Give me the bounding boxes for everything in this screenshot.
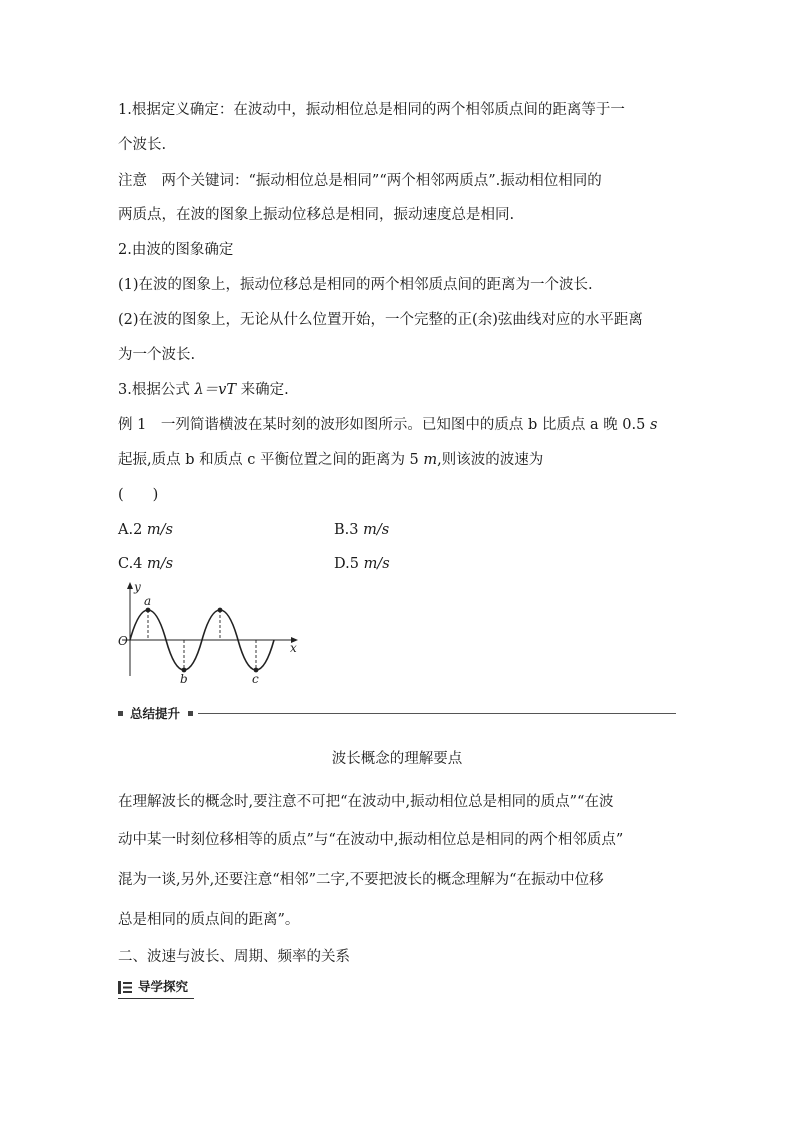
option-c-unit: m/s — [147, 556, 174, 572]
summary-line-4: 总是相同的质点间的距离”。 — [118, 912, 300, 928]
graph-method-item-1: (1)在波的图象上，振动位移总是相同的两个相邻质点间的距离为一个波长. — [118, 277, 593, 293]
list-icon — [118, 981, 132, 994]
option-c[interactable] — [118, 554, 173, 574]
option-b-unit: m/s — [363, 522, 390, 538]
example-text-2a: 起振,质点 b 和质点 c 平衡位置之间的距离为 5 — [118, 452, 424, 468]
option-d-label: D.5 — [334, 556, 364, 572]
summary-square-icon-left — [118, 711, 123, 716]
note-line-2: 两质点，在波的图象上振动位移总是相同，振动速度总是相同. — [118, 207, 515, 223]
option-a-unit: m/s — [146, 522, 173, 538]
formula-prefix: 3.根据公式 — [118, 382, 195, 398]
summary-header — [118, 705, 676, 723]
example-line-2 — [118, 450, 543, 470]
option-b-label: B.3 — [334, 522, 364, 538]
option-d-unit: m/s — [363, 556, 390, 572]
x-axis-label: x — [290, 641, 297, 655]
option-a[interactable] — [118, 520, 173, 540]
y-axis-label: y — [134, 580, 141, 594]
example-line-1 — [118, 415, 657, 435]
formula-suffix: 来确定. — [236, 382, 289, 398]
example-unit-m: m — [423, 452, 438, 468]
y-axis-arrow — [127, 582, 133, 589]
point-c-label: c — [252, 672, 259, 685]
definition-line-2: 个波长. — [118, 137, 167, 153]
guide-label: 导学探究 — [138, 979, 189, 994]
formula-method — [118, 380, 289, 400]
example-unit-s: s — [649, 417, 658, 433]
guide-underline — [118, 998, 194, 999]
option-d[interactable] — [334, 554, 390, 574]
point-peak-2-marker — [218, 608, 223, 613]
section-2-heading: 二、波速与波长、周期、频率的关系 — [118, 949, 350, 965]
point-a-marker — [146, 608, 151, 613]
point-a-label: a — [144, 594, 152, 608]
origin-label: O — [118, 634, 128, 648]
summary-line-2: 动中某一时刻位移相等的质点”与“在波动中,振动相位总是相同的两个相邻质点” — [118, 832, 624, 848]
note-line-1: 注意 两个关键词：“振动相位总是相同”“两个相邻两质点”.振动相位相同的 — [118, 173, 602, 189]
summary-title: 波长概念的理解要点 — [331, 751, 463, 767]
wave-figure — [116, 580, 306, 685]
summary-label: 总结提升 — [130, 706, 181, 721]
summary-rule — [198, 713, 676, 714]
summary-square-icon-right — [188, 711, 193, 716]
summary-line-1: 在理解波长的概念时,要注意不可把“在波动中,振动相位总是相同的质点”“在波 — [118, 794, 614, 810]
summary-line-3: 混为一谈,另外,还要注意“相邻”二字,不要把波长的概念理解为“在振动中位移 — [118, 872, 604, 888]
option-a-label: A.2 — [118, 522, 147, 538]
point-b-label: b — [180, 672, 188, 685]
option-c-label: C.4 — [118, 556, 148, 572]
option-b[interactable] — [334, 520, 389, 540]
graph-method-heading: 2.由波的图象确定 — [118, 242, 234, 258]
formula: λ＝vT — [194, 382, 237, 398]
graph-method-item-2-line-2: 为一个波长. — [118, 347, 196, 363]
graph-method-item-2-line-1: (2)在波的图象上，无论从什么位置开始，一个完整的正(余)弦曲线对应的水平距离 — [118, 312, 643, 328]
answer-bracket: ( ) — [118, 487, 159, 503]
example-text-1: 例 1 一列简谐横波在某时刻的波形如图所示。已知图中的质点 b 比质点 a 晚 0.5 — [118, 417, 650, 433]
definition-line-1: 1.根据定义确定：在波动中，振动相位总是相同的两个相邻质点间的距离等于一 — [118, 102, 625, 118]
example-text-2b: ,则该波的波速为 — [437, 452, 544, 468]
